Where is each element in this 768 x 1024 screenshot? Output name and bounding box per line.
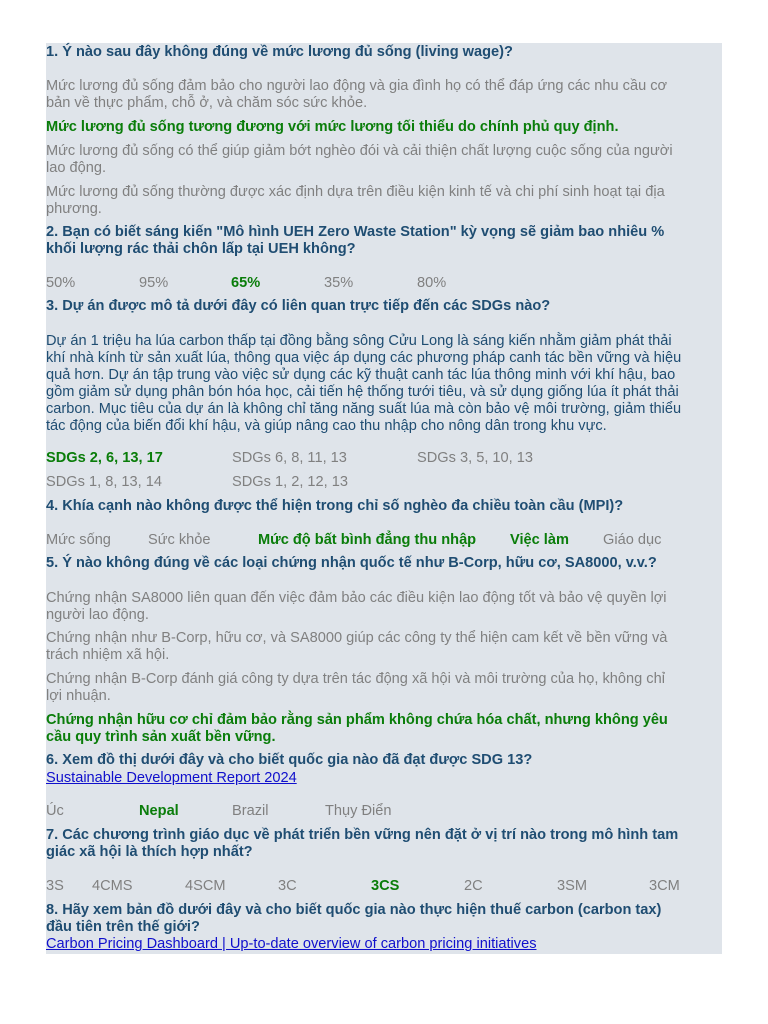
q3-option-4[interactable]: SDGs 1, 8, 13, 14 [46, 474, 163, 490]
q7-option-2[interactable]: 4CMS [92, 878, 133, 894]
q5-option-1-line-2[interactable]: người lao động. [46, 607, 149, 623]
question-1: 1. Ý nào sau đây không đúng về mức lương đủ sống (living wage)? [46, 44, 513, 60]
q3-option-5[interactable]: SDGs 1, 2, 12, 13 [232, 474, 349, 490]
q1-option-3-line-1[interactable]: Mức lương đủ sống có thể giúp giảm bớt nghèo đói và cải thiện chất lượng cuộc sống của người [46, 143, 673, 159]
q5-option-2-line-1[interactable]: Chứng nhận như B-Corp, hữu cơ, và SA8000 giúp các công ty thể hiện cam kết về bền vững và [46, 630, 668, 646]
question-2-line-2: khối lượng rác thải chôn lấp tại UEH không? [46, 241, 356, 257]
q3-option-2[interactable]: SDGs 6, 8, 11, 13 [232, 450, 347, 466]
carbon-pricing-dashboard-link[interactable]: Carbon Pricing Dashboard | Up-to-date overview of carbon pricing initiatives [46, 936, 537, 952]
q1-option-4-line-2[interactable]: phương. [46, 201, 102, 217]
q7-option-7[interactable]: 3SM [557, 878, 588, 894]
q7-option-1[interactable]: 3S [46, 878, 64, 894]
question-6: 6. Xem đồ thị dưới đây và cho biết quốc gia nào đã đạt được SDG 13? [46, 752, 533, 768]
q1-option-2-correct[interactable]: Mức lương đủ sống tương đương với mức lương tối thiểu do chính phủ quy định. [46, 119, 619, 135]
question-7-line-1: 7. Các chương trình giáo dục về phát triển bền vững nên đặt ở vị trí nào trong mô hình tam [46, 827, 679, 843]
q2-option-4[interactable]: 35% [324, 275, 354, 291]
q5-option-3-line-1[interactable]: Chứng nhận B-Corp đánh giá công ty dựa trên tác động xã hội và môi trường của họ, không chỉ [46, 671, 665, 687]
q5-option-4-correct-line-1[interactable]: Chứng nhận hữu cơ chỉ đảm bảo rằng sản phẩm không chứa hóa chất, nhưng không yêu [46, 712, 668, 728]
question-2-line-1: 2. Bạn có biết sáng kiến "Mô hình UEH Zero Waste Station" kỳ vọng sẽ giảm bao nhiêu % [46, 224, 665, 240]
q4-option-1[interactable]: Mức sống [46, 532, 111, 548]
q6-option-1[interactable]: Úc [46, 803, 64, 819]
q7-option-3[interactable]: 4SCM [185, 878, 226, 894]
q7-option-8[interactable]: 3CM [649, 878, 680, 894]
question-8-line-1: 8. Hãy xem bản đồ dưới đây và cho biết quốc gia nào thực hiện thuế carbon (carbon tax) [46, 902, 662, 918]
question-5: 5. Ý nào không đúng về các loại chứng nhận quốc tế như B-Corp, hữu cơ, SA8000, v.v.? [46, 555, 657, 571]
question-8-line-2: đầu tiên trên thế giới? [46, 919, 200, 935]
q2-option-5[interactable]: 80% [417, 275, 447, 291]
q4-option-3-correct[interactable]: Mức độ bất bình đẳng thu nhập [258, 532, 477, 548]
q1-option-1-line-2[interactable]: bản về thực phẩm, chỗ ở, và chăm sóc sức khỏe. [46, 95, 368, 111]
q1-option-1-line-1[interactable]: Mức lương đủ sống đảm bảo cho người lao động và gia đình họ có thể đáp ứng các nhu cầu cơ [46, 78, 668, 94]
q3-option-3[interactable]: SDGs 3, 5, 10, 13 [417, 450, 534, 466]
q4-option-4-correct[interactable]: Việc làm [510, 532, 569, 548]
q4-option-5[interactable]: Giáo dục [603, 532, 662, 548]
q3-passage-line-1: Dự án 1 triệu ha lúa carbon thấp tại đồng bằng sông Cửu Long là sáng kiến nhằm giảm phát thải [46, 333, 672, 349]
q6-option-2-correct[interactable]: Nepal [139, 803, 179, 819]
q7-option-6[interactable]: 2C [464, 878, 483, 894]
q1-option-3-line-2[interactable]: lao động. [46, 160, 107, 176]
q3-passage-line-4: gồm giảm sử dụng phân bón hóa học, cải tiến hệ thống tưới tiêu, và sử dụng giống lúa ít phát thải [46, 384, 679, 400]
q5-option-2-line-2[interactable]: trách nhiệm xã hội. [46, 647, 170, 663]
question-4: 4. Khía cạnh nào không được thể hiện trong chỉ số nghèo đa chiều toàn cầu (MPI)? [46, 498, 624, 514]
q6-option-4[interactable]: Thụy Điển [325, 803, 392, 819]
sdr-2024-link[interactable]: Sustainable Development Report 2024 [46, 770, 297, 786]
q3-passage-line-3: quả hơn. Dự án tập trung vào việc sử dụng các kỹ thuật canh tác lúa thông minh với khí hậu, bao [46, 367, 676, 383]
q3-passage-line-5: carbon. Mục tiêu của dự án là không chỉ tăng năng suất lúa mà còn bảo vệ môi trường, giảm thiểu [46, 401, 682, 417]
q2-option-3-correct[interactable]: 65% [231, 275, 261, 291]
q1-option-4-line-1[interactable]: Mức lương đủ sống thường được xác định dựa trên điều kiện kinh tế và chi phí sinh hoạt tại địa [46, 184, 665, 200]
q5-option-4-correct-line-2[interactable]: cầu quy trình sản xuất bền vững. [46, 729, 276, 745]
q2-option-1[interactable]: 50% [46, 275, 76, 291]
q2-option-2[interactable]: 95% [139, 275, 169, 291]
q3-passage-line-2: khí nhà kính từ sản xuất lúa, thông qua việc áp dụng các phương pháp canh tác bền vững và hiệu [46, 350, 682, 366]
q5-option-1-line-1[interactable]: Chứng nhận SA8000 liên quan đến việc đảm bảo các điều kiện lao động tốt và bảo vệ quyền lợi [46, 590, 667, 606]
question-3: 3. Dự án được mô tả dưới đây có liên quan trực tiếp đến các SDGs nào? [46, 298, 551, 314]
q7-option-4[interactable]: 3C [278, 878, 297, 894]
q6-option-3[interactable]: Brazil [232, 803, 269, 819]
q7-option-5-correct[interactable]: 3CS [371, 878, 400, 894]
q3-passage-line-6: tác động của biến đổi khí hậu, và giúp nâng cao thu nhập cho nông dân trong khu vực. [46, 418, 607, 434]
q4-option-2[interactable]: Sức khỏe [148, 532, 211, 548]
question-7-line-2: giác xã hội là thích hợp nhất? [46, 844, 253, 860]
q5-option-3-line-2[interactable]: lợi nhuận. [46, 688, 111, 704]
q3-option-1-correct[interactable]: SDGs 2, 6, 13, 17 [46, 450, 163, 466]
